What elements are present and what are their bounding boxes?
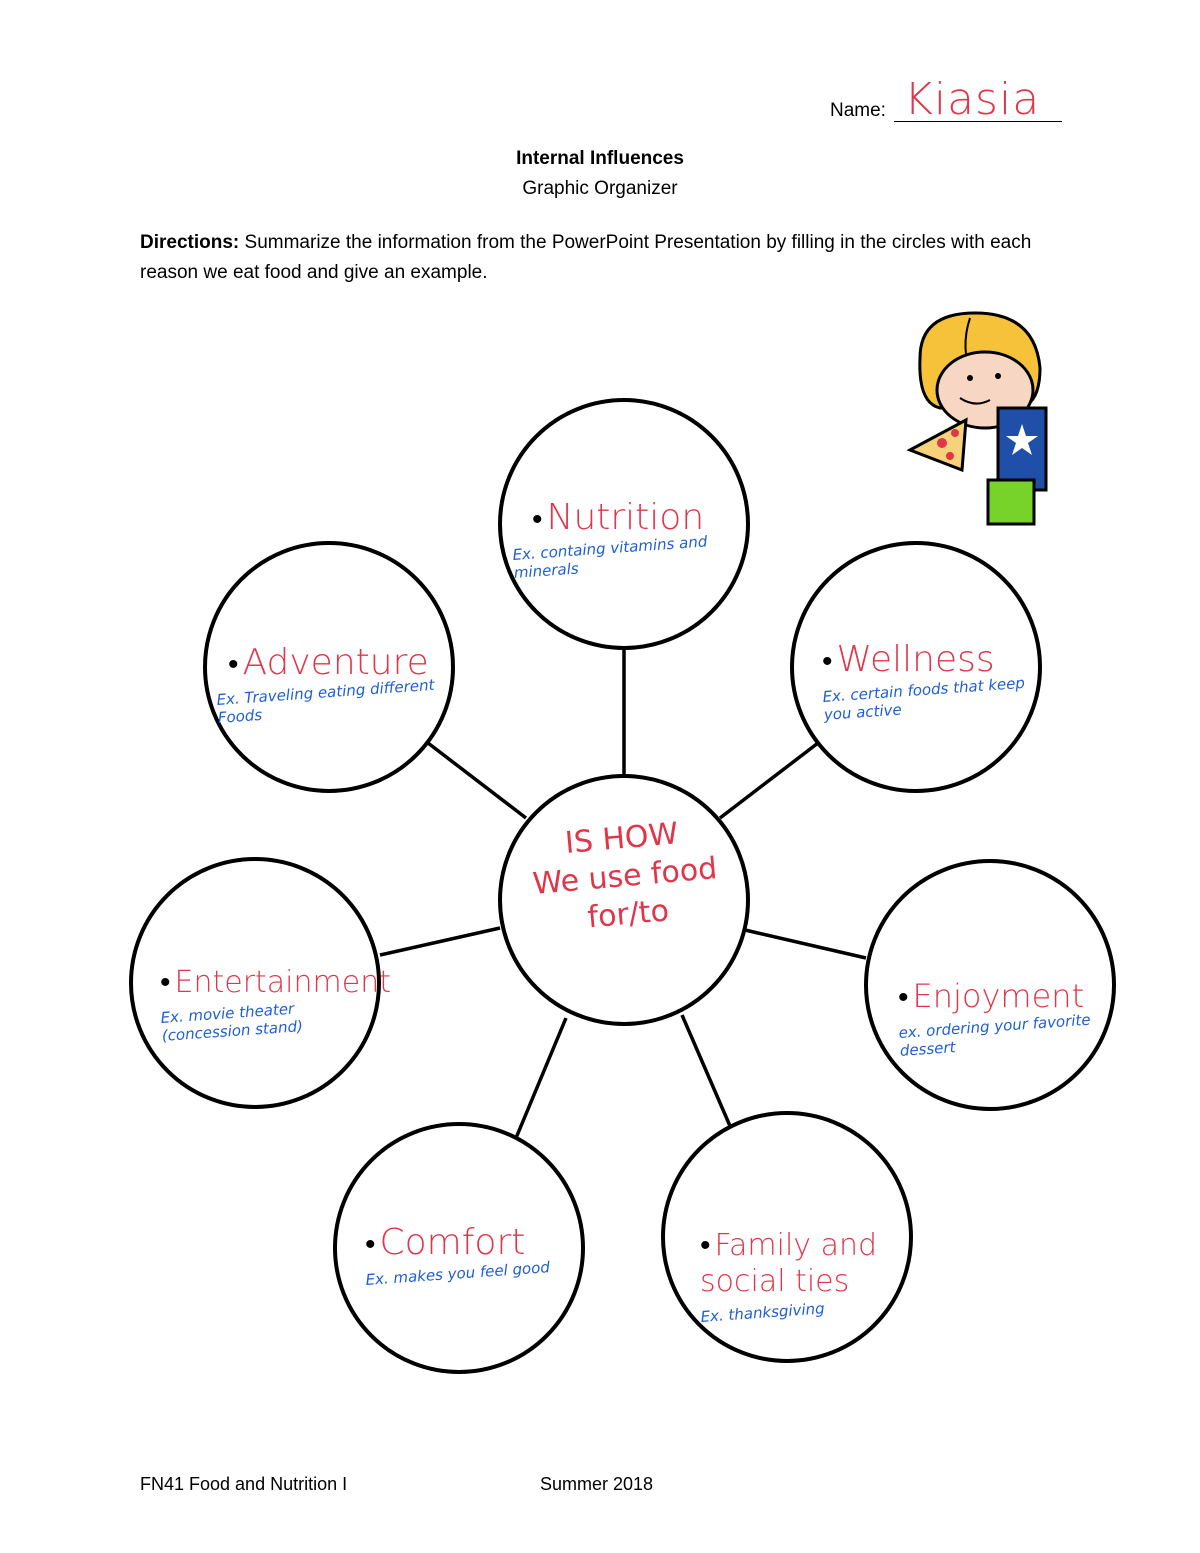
reason-nutrition: • Nutrition bbox=[532, 500, 772, 538]
bubble-wellness bbox=[822, 639, 1032, 724]
directions-text: Summarize the information from the PowerPoint Presentation by filling in the circles with each reason we eat food and give an example. bbox=[140, 232, 1032, 283]
bubble-family bbox=[700, 1228, 890, 1326]
example-nutrition: Ex. containg vitamins and minerals bbox=[512, 532, 708, 582]
directions-label: Directions: bbox=[140, 232, 240, 253]
reason-family: • Family and social ties bbox=[700, 1228, 890, 1300]
spoke-comfort bbox=[516, 1018, 566, 1138]
bubble-nutrition bbox=[512, 497, 772, 582]
reason-entertainment: • Entertainment bbox=[160, 965, 375, 1001]
spoke-entertainment bbox=[380, 928, 500, 955]
reason-adventure: • Adventure bbox=[228, 645, 438, 683]
footer-course: FN41 Food and Nutrition I bbox=[140, 1474, 348, 1494]
example-family: Ex. thanksgiving bbox=[700, 1299, 826, 1326]
reason-wellness: • Wellness bbox=[822, 642, 1032, 680]
center-prompt bbox=[496, 809, 755, 944]
name-label: Name: bbox=[830, 100, 886, 121]
example-comfort: Ex. makes you feel good bbox=[365, 1258, 551, 1289]
reason-enjoyment: • Enjoyment bbox=[898, 978, 1108, 1016]
center-line-1: IS HOW bbox=[563, 816, 680, 862]
spoke-enjoyment bbox=[745, 930, 866, 958]
spoke-wellness bbox=[720, 743, 818, 818]
page-title: Internal Influences bbox=[516, 148, 684, 169]
spoke-adventure bbox=[428, 743, 526, 818]
bubble-comfort bbox=[365, 1222, 565, 1289]
reason-comfort: • Comfort bbox=[365, 1225, 565, 1263]
center-line-2: We use food for/to bbox=[531, 851, 719, 936]
bubble-enjoyment bbox=[898, 978, 1108, 1060]
example-enjoyment: ex. ordering your favorite dessert bbox=[898, 1010, 1092, 1060]
spoke-family bbox=[682, 1015, 730, 1126]
bubble-entertainment bbox=[160, 965, 391, 1045]
page-subtitle: Graphic Organizer bbox=[522, 178, 678, 199]
example-wellness: Ex. certain foods that keep you active bbox=[822, 673, 1026, 724]
example-adventure: Ex. Traveling eating different Foods bbox=[216, 675, 436, 727]
bubble-adventure bbox=[216, 642, 438, 727]
example-entertainment: Ex. movie theater (concession stand) bbox=[160, 999, 304, 1045]
name-value: Kiasia bbox=[904, 74, 1041, 125]
footer-term: Summer 2018 bbox=[540, 1474, 654, 1494]
